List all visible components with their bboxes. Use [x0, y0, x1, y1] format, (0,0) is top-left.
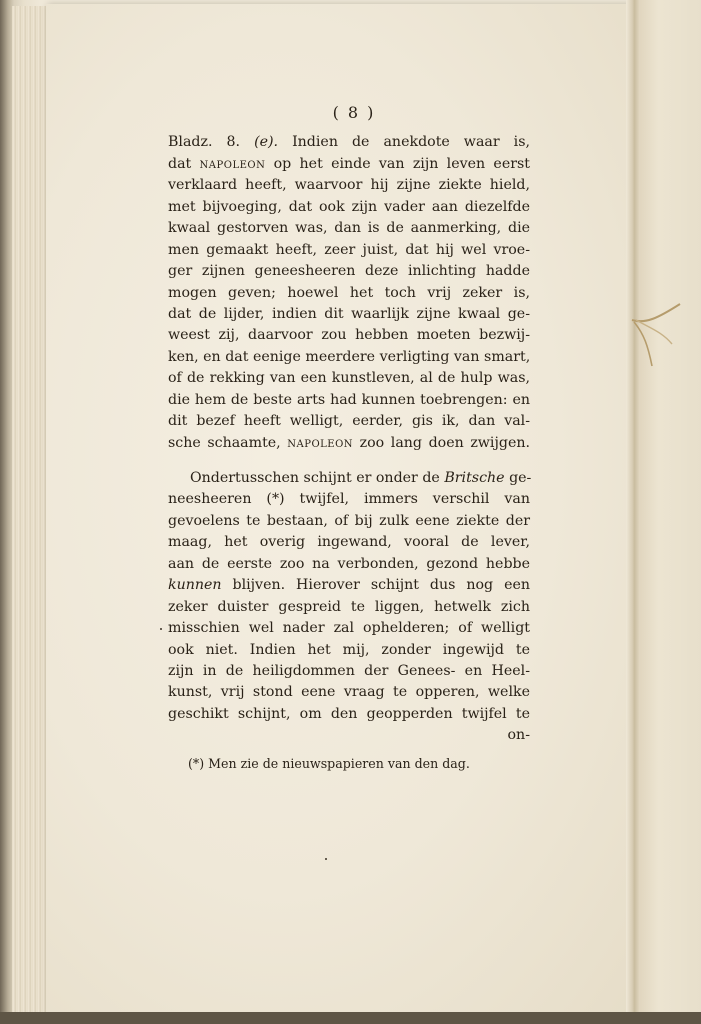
text-line: zijn in de heiligdommen der Genees- en Heel- — [168, 662, 530, 679]
text-line: kwaal gestorven was, dan is de aanmerking, die — [168, 220, 530, 237]
text-line: dat de lijder, indien dit waarlijk zijne kwaal ge- — [168, 305, 530, 322]
text-line: kunnen blijven. Hierover schijnt dus nog een — [168, 577, 530, 594]
text-line: verklaard heeft, waarvoor hij zijne ziekte hield, — [168, 177, 530, 194]
text-line: mogen geven; hoewel het toch vrij zeker is, — [168, 284, 530, 301]
text-line: sche schaamte, napoleon zoo lang doen zwijgen. — [168, 434, 530, 451]
text-line: Bladz. 8. (e). Indien de anekdote waar is, — [168, 134, 530, 151]
scan-bottom-edge — [0, 1012, 701, 1024]
ink-speck — [325, 858, 327, 860]
text-line: dit bezef heeft welligt, eerder, gis ik, dan val- — [168, 413, 530, 430]
paragraph-2 — [168, 468, 530, 747]
paragraph-1 — [168, 132, 530, 454]
page-text — [168, 102, 530, 773]
text-line: gevoelens te bestaan, of bij zulk eene ziekte der — [168, 512, 530, 529]
text-line: ger zijnen geneesheeren deze inlichting hadde — [168, 263, 530, 280]
text-line: geschikt schijnt, om den geopperden twijfel te — [168, 705, 530, 722]
text-line: aan de eerste zoo na verbonden, gezond hebbe — [168, 555, 530, 572]
text-line: zeker duister gespreid te liggen, hetwelk zich — [168, 598, 530, 615]
text-line: kunst, vrij stond eene vraag te opperen, welke — [168, 684, 530, 701]
text-line: Ondertusschen schijnt er onder de Britsche ge- — [190, 470, 532, 487]
text-line: ook niet. Indien het mij, zonder ingewijd te — [168, 641, 530, 658]
footnote: (*) Men zie de nieuwspapieren van den dag. — [188, 755, 470, 771]
ink-speck — [160, 628, 162, 630]
text-line: misschien wel nader zal ophelderen; of welligt — [168, 620, 530, 637]
page-number: ( 8 ) — [332, 103, 376, 122]
text-line: of de rekking van een kunstleven, al de hulp was, — [168, 370, 530, 387]
facing-page-edge — [640, 0, 701, 1024]
text-line: men gemaakt heeft, zeer juist, dat hij wel vroe- — [168, 241, 530, 258]
text-line: ken, en dat eenige meerdere verligting van smart, — [168, 348, 531, 365]
catchword: on- — [507, 727, 530, 744]
binding-thread — [628, 300, 684, 370]
text-line: neesheeren (*) twijfel, immers verschil van — [168, 491, 530, 508]
text-line: dat napoleon op het einde van zijn leven eerst — [168, 155, 530, 172]
text-line: die hem de beste arts had kunnen toebrengen: en — [168, 391, 530, 408]
text-line: met bijvoeging, dat ook zijn vader aan diezelfde — [168, 198, 530, 215]
book-gutter — [626, 0, 640, 1024]
text-line: weest zij, daarvoor zou hebben moeten bezwij- — [168, 327, 530, 344]
text-line: maag, het overig ingewand, vooral de lever, — [168, 534, 530, 551]
page-edges — [12, 6, 49, 1012]
